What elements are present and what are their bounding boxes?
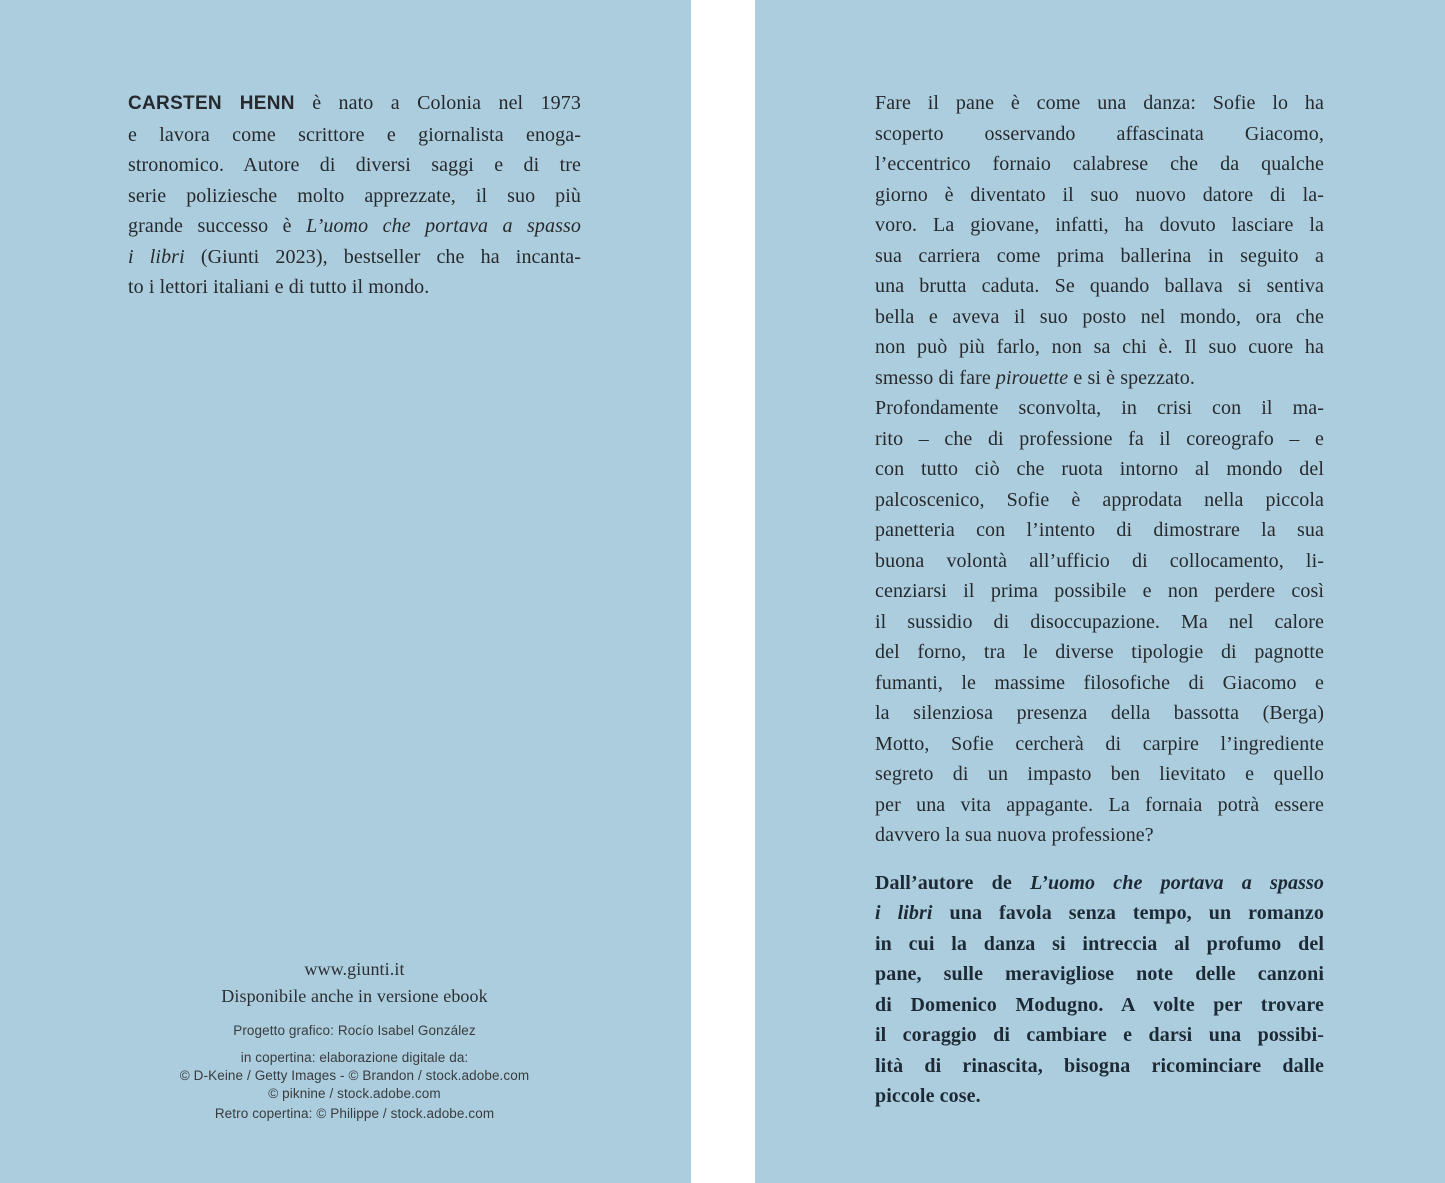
text-segment: serie poliziesche molto apprezzate, il suo più (128, 184, 581, 207)
text-segment: cenziarsi il prima possibile e non perdere così (875, 580, 1324, 602)
text-segment: del forno, tra le diverse tipologie di pagnotte (875, 641, 1324, 663)
text-line (875, 546, 1324, 577)
text-line (875, 1051, 1324, 1082)
imprint-credits (128, 956, 581, 1123)
text-line (875, 1081, 1324, 1112)
text-segment: voro. La giovane, infatti, ha dovuto lasciare la (875, 214, 1324, 236)
text-line (128, 1067, 581, 1085)
text-line (128, 150, 581, 181)
text-line (875, 271, 1324, 302)
text-segment: per una vita appagante. La fornaia potrà essere (875, 793, 1324, 816)
text-segment: di Domenico Modugno. A volte per trovare (875, 993, 1324, 1016)
text-segment: una brutta caduta. Se quando ballava si sentiva (875, 275, 1324, 297)
text-segment: Motto, Sofie cercherà di carpire l’ingrediente (875, 732, 1324, 755)
text-line (128, 211, 581, 242)
text-line (875, 332, 1324, 363)
text-segment: pirouette (995, 366, 1069, 389)
text-line (128, 272, 581, 303)
text-segment: in cui la danza si intreccia al profumo del (875, 932, 1324, 955)
imprint-credits-serif (128, 956, 581, 1010)
text-line (875, 759, 1324, 790)
text-segment: L’uomo che portava a spasso (306, 215, 581, 237)
page-gutter (691, 0, 755, 1183)
text-segment: una favola senza tempo, un romanzo (932, 902, 1324, 924)
text-segment: è nato a Colonia nel 1973 (294, 92, 581, 114)
text-line (875, 424, 1324, 455)
text-line (128, 983, 581, 1010)
text-line (875, 149, 1324, 180)
text-segment: la silenziosa presenza della bassotta (Berga) (875, 702, 1324, 724)
text-segment: i libri (128, 245, 201, 268)
text-segment: to i lettori italiani e di tutto il mondo. (128, 276, 430, 298)
text-line (875, 868, 1324, 899)
text-line (875, 637, 1324, 668)
text-line (875, 929, 1324, 960)
text-line (875, 820, 1324, 851)
editor-note-paragraph (875, 868, 1324, 1112)
text-segment: smesso di fare (875, 366, 996, 389)
text-line (128, 181, 581, 212)
text-segment: Progetto grafico: Rocío Isabel González (233, 1023, 476, 1038)
author-bio (128, 88, 581, 303)
text-segment: © piknine / stock.adobe.com (268, 1086, 441, 1101)
text-line (875, 898, 1324, 929)
text-segment: L’uomo che portava a spasso (1030, 871, 1324, 894)
text-line (128, 1085, 581, 1103)
text-line (875, 393, 1324, 424)
text-segment: l’eccentrico fornaio calabrese che da qualche (875, 153, 1324, 175)
text-line (128, 1049, 581, 1067)
text-line (875, 607, 1324, 638)
text-line (875, 241, 1324, 272)
text-line (875, 302, 1324, 333)
text-segment: in copertina: elaborazione digitale da: (240, 1050, 469, 1065)
text-segment: buona volontà all’ufficio di collocamento, li- (875, 549, 1324, 572)
text-segment: con tutto ciò che ruota intorno al mondo del (875, 458, 1324, 480)
text-segment: stronomico. Autore di diversi saggi e di tre (128, 154, 581, 176)
text-segment: palcoscenico, Sofie è approdata nella piccola (875, 488, 1324, 511)
text-line (875, 576, 1324, 607)
text-segment: i libri (875, 902, 933, 924)
text-segment: © D-Keine / Getty Images - © Brandon / stock.adobe.com (179, 1068, 530, 1083)
text-segment: fumanti, le massime filosofiche di Giacomo e (875, 671, 1324, 694)
text-line (875, 990, 1324, 1021)
text-segment: Disponibile anche in versione ebook (221, 986, 488, 1006)
text-line (875, 729, 1324, 760)
imprint-credits-sans (128, 1022, 581, 1123)
text-line (128, 956, 581, 983)
text-line (128, 242, 581, 273)
text-line (875, 88, 1324, 119)
text-segment: Fare il pane è come una danza: Sofie lo ha (875, 92, 1324, 114)
text-segment: Dall’autore de (875, 871, 1031, 894)
text-line (128, 88, 581, 120)
text-segment: piccole cose. (875, 1085, 981, 1107)
text-line (875, 790, 1324, 821)
text-segment: giorno è diventato il suo nuovo datore di la- (875, 183, 1324, 206)
text-line (875, 698, 1324, 729)
text-line (875, 668, 1324, 699)
text-segment: Profondamente sconvolta, in crisi con il ma- (875, 397, 1324, 419)
text-line (875, 959, 1324, 990)
text-segment: (Giunti 2023), bestseller che ha incanta- (200, 245, 581, 268)
text-line (128, 120, 581, 151)
text-line (875, 485, 1324, 516)
book-blurb (875, 88, 1324, 1112)
text-segment: panetteria con l’intento di dimostrare la sua (875, 519, 1324, 541)
text-segment: il sussidio di disoccupazione. Ma nel calore (875, 610, 1324, 633)
text-segment: www.giunti.it (304, 959, 405, 979)
text-segment: lità di rinascita, bisogna ricominciare dalle (875, 1054, 1324, 1077)
text-line (875, 515, 1324, 546)
synopsis-paragraph (875, 88, 1324, 851)
text-line (875, 1020, 1324, 1051)
text-segment: e lavora come scrittore e giornalista enoga- (128, 123, 581, 146)
text-segment: scoperto osservando affascinata Giacomo, (875, 122, 1324, 145)
text-line (875, 210, 1324, 241)
text-segment: bella e aveva il suo posto nel mondo, ora che (875, 305, 1324, 328)
text-line (128, 1022, 581, 1040)
text-segment: e si è spezzato. (1068, 366, 1195, 389)
text-line (128, 1105, 581, 1123)
text-segment: grande successo è (128, 215, 307, 237)
text-segment: segreto di un impasto ben lievitato e quello (875, 763, 1324, 785)
text-segment: sua carriera come prima ballerina in seguito a (875, 244, 1324, 267)
text-line (875, 363, 1324, 394)
text-segment: il coraggio di cambiare e darsi una possibi- (875, 1024, 1324, 1046)
text-line (875, 454, 1324, 485)
text-line (875, 119, 1324, 150)
author-name: CARSTEN HENN (128, 93, 295, 114)
text-line (875, 180, 1324, 211)
text-segment: pane, sulle meravigliose note delle canzoni (875, 963, 1324, 985)
text-segment: Retro copertina: © Philippe / stock.adobe.com (214, 1106, 495, 1121)
text-segment: rito – che di professione fa il coreografo – e (875, 427, 1324, 450)
text-segment: non può più farlo, non sa chi è. Il suo cuore ha (875, 336, 1324, 358)
text-segment: davvero la sua nuova professione? (875, 824, 1154, 846)
